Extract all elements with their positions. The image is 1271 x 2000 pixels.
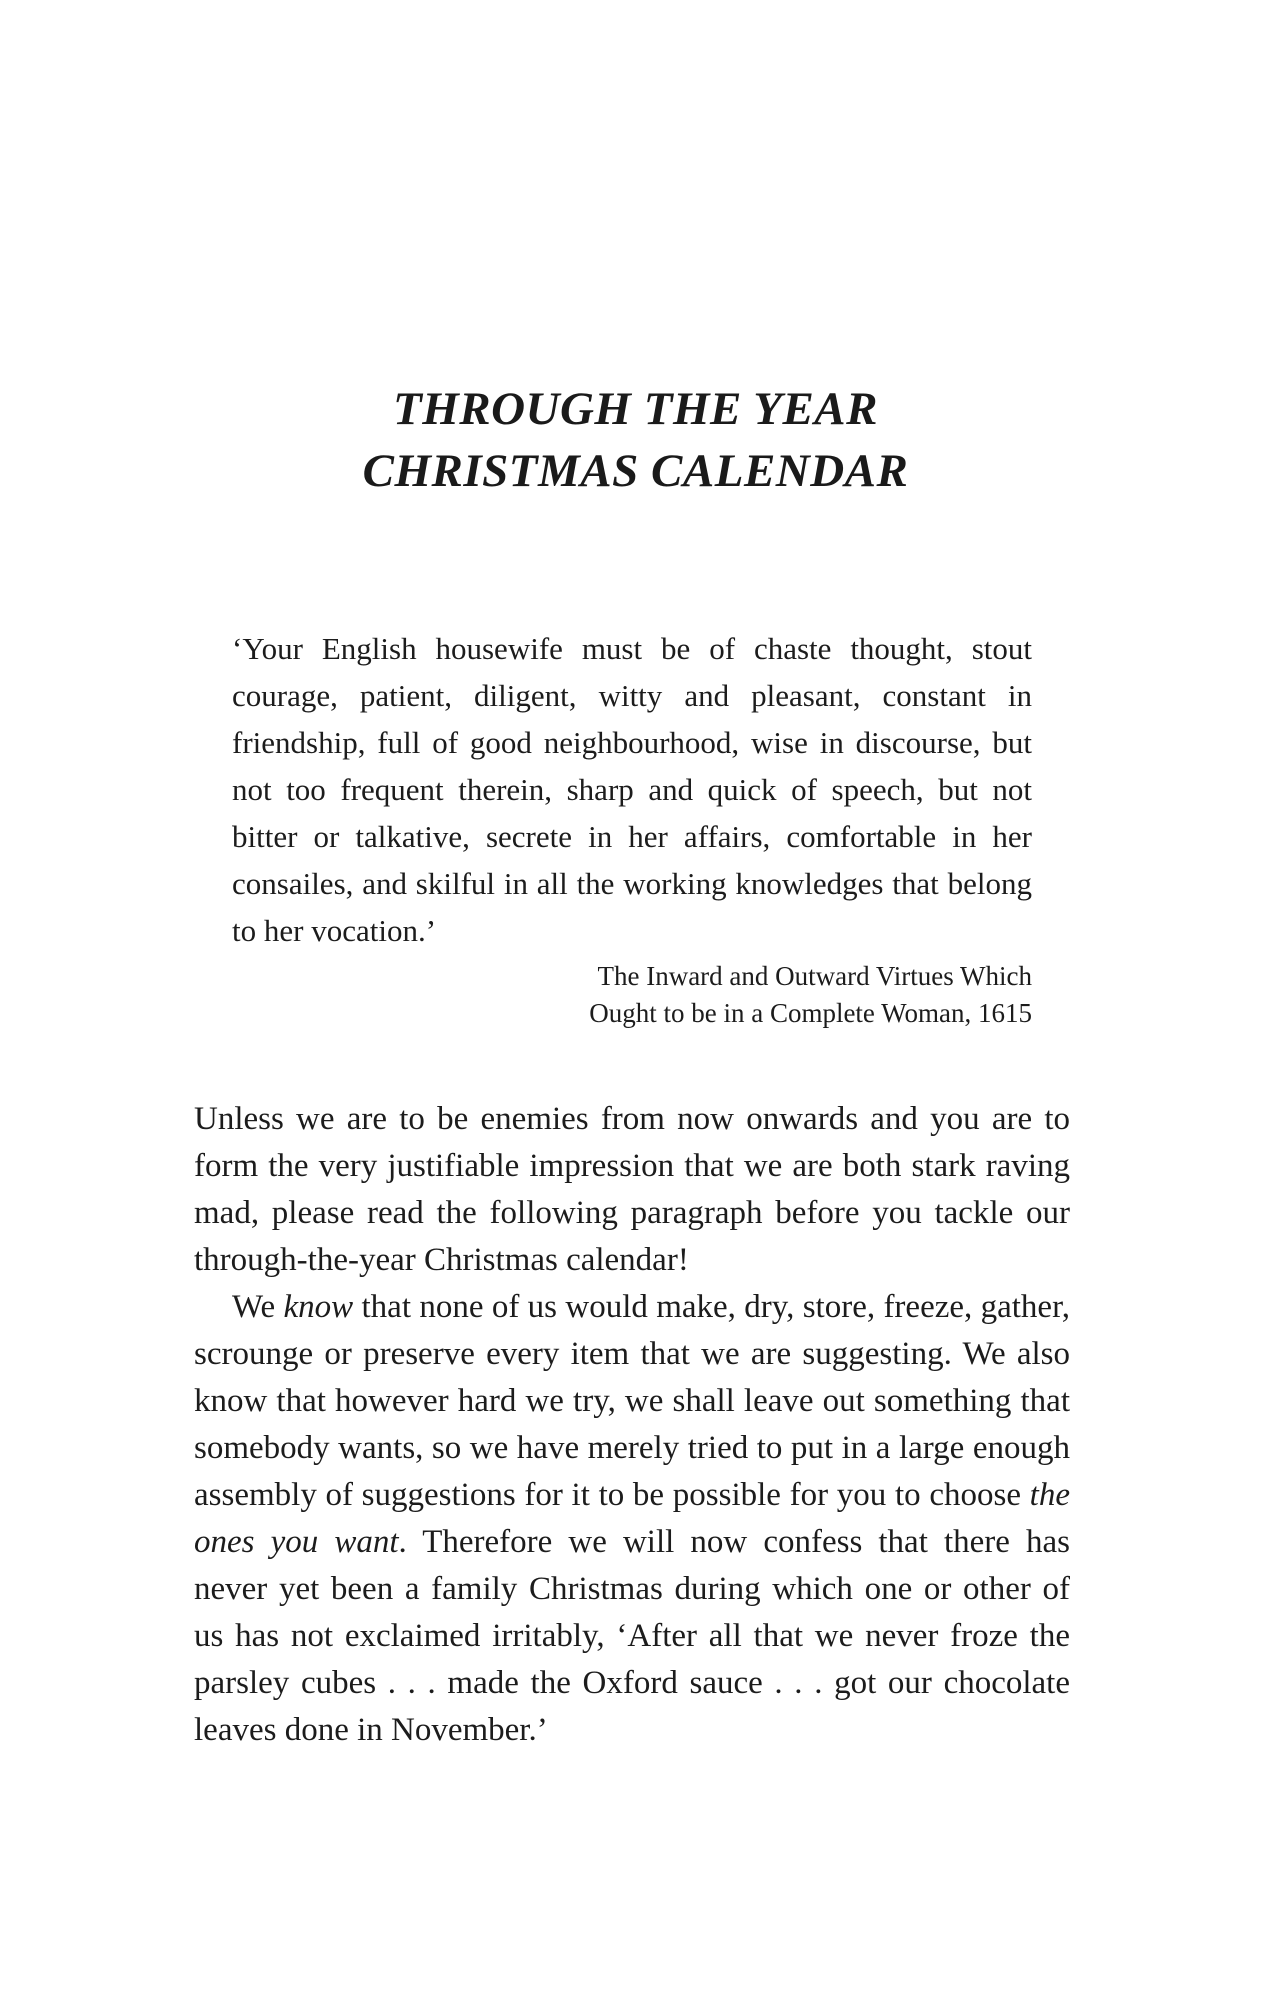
paragraph-2 [194, 1284, 1070, 1754]
paragraph-2-emphasis-2: the ones you want [194, 1477, 1070, 1560]
chapter-title-line-2: CHRISTMAS CALENDAR [362, 445, 909, 497]
epigraph-quote: ‘Your English housewife must be of chaste thought, stout courage, patient, diligent, witty and pleasant, constant in friendship, full of good neighbourhood, wise in discourse, but not too frequent therein, sharp and quick of speech, but not bitter or talkative, secrete in her affairs, comfortable in her consailes, and skilful in all the working knowledges that belong to her vocation.’ [232, 631, 1032, 948]
chapter-title [0, 378, 1271, 502]
body-text [194, 1096, 1070, 1754]
epigraph-attribution [232, 958, 1032, 1032]
attribution-line-2: Ought to be in a Complete Woman, 1615 [589, 998, 1032, 1028]
chapter-title-line-1: THROUGH THE YEAR [392, 383, 879, 435]
paragraph-2-text-1: We [232, 1289, 284, 1325]
paragraph-2-emphasis-1: know [283, 1289, 354, 1325]
attribution-line-1: The Inward and Outward Virtues Which [597, 961, 1032, 991]
paragraph-2-text-3: . Therefore we will now confess that there has never yet been a family Christmas during which one or other of us has not exclaimed irritably, ‘After all that we never froze the parsley cubes . . . made the Oxford sauce . . . got our chocolate leaves done in November.’ [194, 1524, 1070, 1748]
paragraph-1: Unless we are to be enemies from now onwards and you are to form the very justifiable impression that we are both stark raving mad, please read the following paragraph before you tackle our through-the-year Christmas calendar! [194, 1101, 1070, 1278]
paragraph-2-text-2: that none of us would make, dry, store, freeze, gather, scrounge or preserve every item that we are suggesting. We also know that however hard we try, we shall leave out something that somebody wants, so we have merely tried to put in a large enough assembly of suggestions for it to be possible for you to choose [194, 1289, 1070, 1513]
epigraph [232, 625, 1032, 1032]
